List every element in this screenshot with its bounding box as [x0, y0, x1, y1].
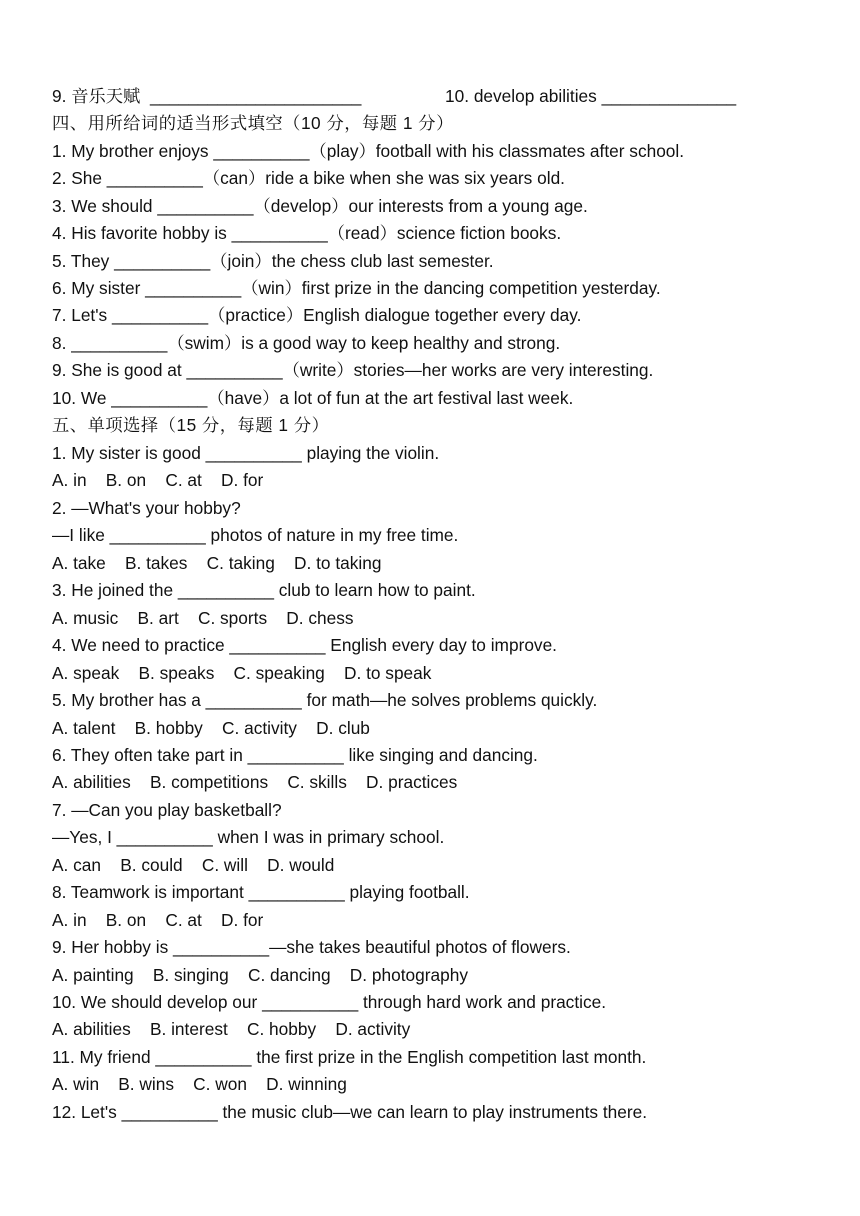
- mc-question-2-prompt: 2. —What's your hobby?: [52, 498, 241, 518]
- mc-question-12: 12. Let's __________ the music club—we can learn to play instruments there.: [52, 1102, 648, 1122]
- mc-options-5: A. talent B. hobby C. activity D. club: [52, 718, 370, 738]
- mc-options-11: A. win B. wins C. won D. winning: [52, 1074, 347, 1094]
- fill-in-item-1: 1. My brother enjoys __________（play）football with his classmates after school.: [52, 141, 685, 161]
- fill-in-item-9: 9. She is good at __________（write）stories—her works are very interesting.: [52, 360, 654, 380]
- mc-question-2: —I like __________ photos of nature in my free time.: [52, 525, 459, 545]
- mc-options-2: A. take B. takes C. taking D. to taking: [52, 553, 382, 573]
- question-9-music-talent: 9. 音乐天赋 ______________________: [52, 86, 362, 106]
- fill-in-item-7: 7. Let's __________（practice）English dialogue together every day.: [52, 305, 582, 325]
- mc-question-1: 1. My sister is good __________ playing the violin.: [52, 443, 440, 463]
- mc-question-4: 4. We need to practice __________ English every day to improve.: [52, 635, 557, 655]
- mc-question-6: 6. They often take part in __________ like singing and dancing.: [52, 745, 538, 765]
- mc-options-10: A. abilities B. interest C. hobby D. activity: [52, 1019, 411, 1039]
- mc-question-11: 11. My friend __________ the first prize in the English competition last month.: [52, 1047, 647, 1067]
- mc-question-7-prompt: 7. —Can you play basketball?: [52, 800, 282, 820]
- mc-question-3: 3. He joined the __________ club to learn how to paint.: [52, 580, 476, 600]
- mc-question-10: 10. We should develop our __________ through hard work and practice.: [52, 992, 607, 1012]
- fill-in-item-10: 10. We __________（have）a lot of fun at the art festival last week.: [52, 388, 574, 408]
- fill-in-item-2: 2. She __________（can）ride a bike when she was six years old.: [52, 168, 565, 188]
- mc-question-7: —Yes, I __________ when I was in primary school.: [52, 827, 445, 847]
- fill-in-item-5: 5. They __________（join）the chess club last semester.: [52, 251, 494, 271]
- fill-in-item-4: 4. His favorite hobby is __________（read）science fiction books.: [52, 223, 562, 243]
- section-4-heading: 四、用所给词的适当形式填空（10 分，每题 1 分）: [52, 113, 454, 133]
- mc-options-7: A. can B. could C. will D. would: [52, 855, 335, 875]
- mc-question-5: 5. My brother has a __________ for math—he solves problems quickly.: [52, 690, 598, 710]
- section-5-heading: 五、单项选择（15 分，每题 1 分）: [52, 415, 330, 435]
- fill-in-item-8: 8. __________（swim）is a good way to keep healthy and strong.: [52, 333, 561, 353]
- mc-options-9: A. painting B. singing C. dancing D. photography: [52, 965, 468, 985]
- fill-in-item-3: 3. We should __________（develop）our interests from a young age.: [52, 196, 588, 216]
- mc-options-3: A. music B. art C. sports D. chess: [52, 608, 354, 628]
- mc-options-1: A. in B. on C. at D. for: [52, 470, 264, 490]
- mc-options-6: A. abilities B. competitions C. skills D. practices: [52, 772, 458, 792]
- mc-question-9: 9. Her hobby is __________—she takes beautiful photos of flowers.: [52, 937, 571, 957]
- fill-in-item-6: 6. My sister __________（win）first prize in the dancing competition yesterday.: [52, 278, 661, 298]
- mc-options-8: A. in B. on C. at D. for: [52, 910, 264, 930]
- mc-options-4: A. speak B. speaks C. speaking D. to speak: [52, 663, 432, 683]
- mc-question-8: 8. Teamwork is important __________ playing football.: [52, 882, 470, 902]
- question-10-develop-abilities: 10. develop abilities ______________: [445, 86, 737, 106]
